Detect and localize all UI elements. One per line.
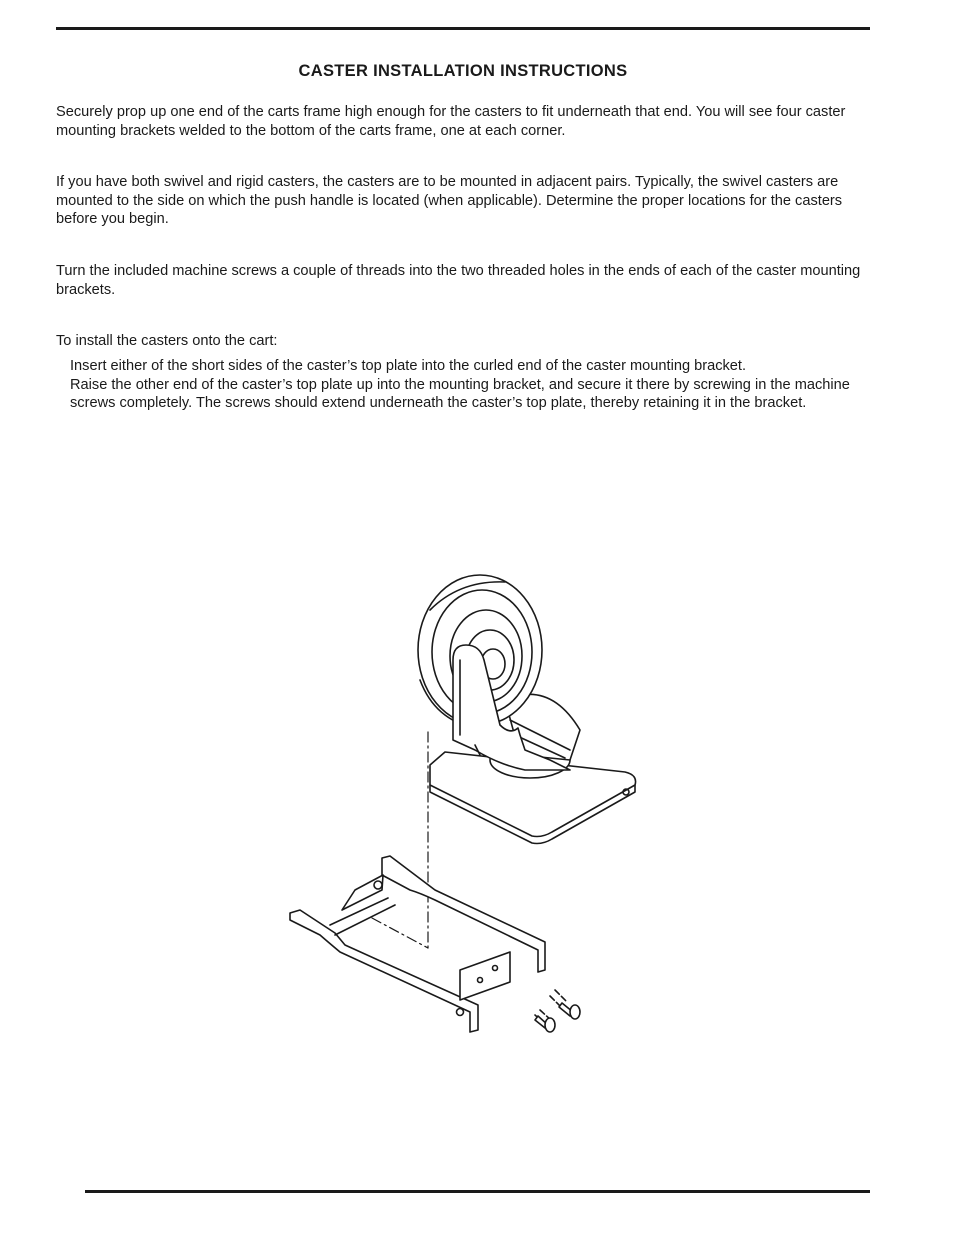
caster-installation-diagram	[270, 560, 660, 1080]
paragraph-machine-screws: Turn the included machine screws a couple of threads into the two threaded holes in the ends of each of the caster mounting brackets.	[56, 263, 861, 298]
alignment-guide	[372, 732, 428, 948]
bottom-rule	[85, 1190, 870, 1193]
caster-mounting-bracket	[290, 856, 545, 1032]
top-rule	[56, 27, 870, 30]
paragraph-prop-frame: Securely prop up one end of the carts frame high enough for the casters to fit underneath that end. You will see four caster mounting brackets welded to the bottom of the carts frame, one at each corner.	[56, 104, 846, 139]
step-insert-top-plate: Insert either of the short sides of the caster’s top plate into the curled end of the caster mounting bracket.	[70, 358, 747, 374]
step-raise-and-secure: Raise the other end of the caster’s top plate up into the mounting bracket, and secure it there by screwing in the machine screws completely. The screws should extend underneath the caster’s top plate, thereby retaining it in the bracket.	[70, 376, 850, 412]
paragraph-install-intro: To install the casters onto the cart:	[56, 333, 278, 349]
page-title: CASTER INSTALLATION INSTRUCTIONS	[298, 62, 628, 80]
paragraph-caster-pairs: If you have both swivel and rigid casters, the casters are to be mounted in adjacent pairs. Typically, the swivel casters are mounted to the side on which the push handle is located (when applicable). Determine the proper locations for the casters before you begin.	[56, 174, 843, 228]
install-steps	[70, 357, 870, 413]
machine-screws	[535, 990, 580, 1032]
